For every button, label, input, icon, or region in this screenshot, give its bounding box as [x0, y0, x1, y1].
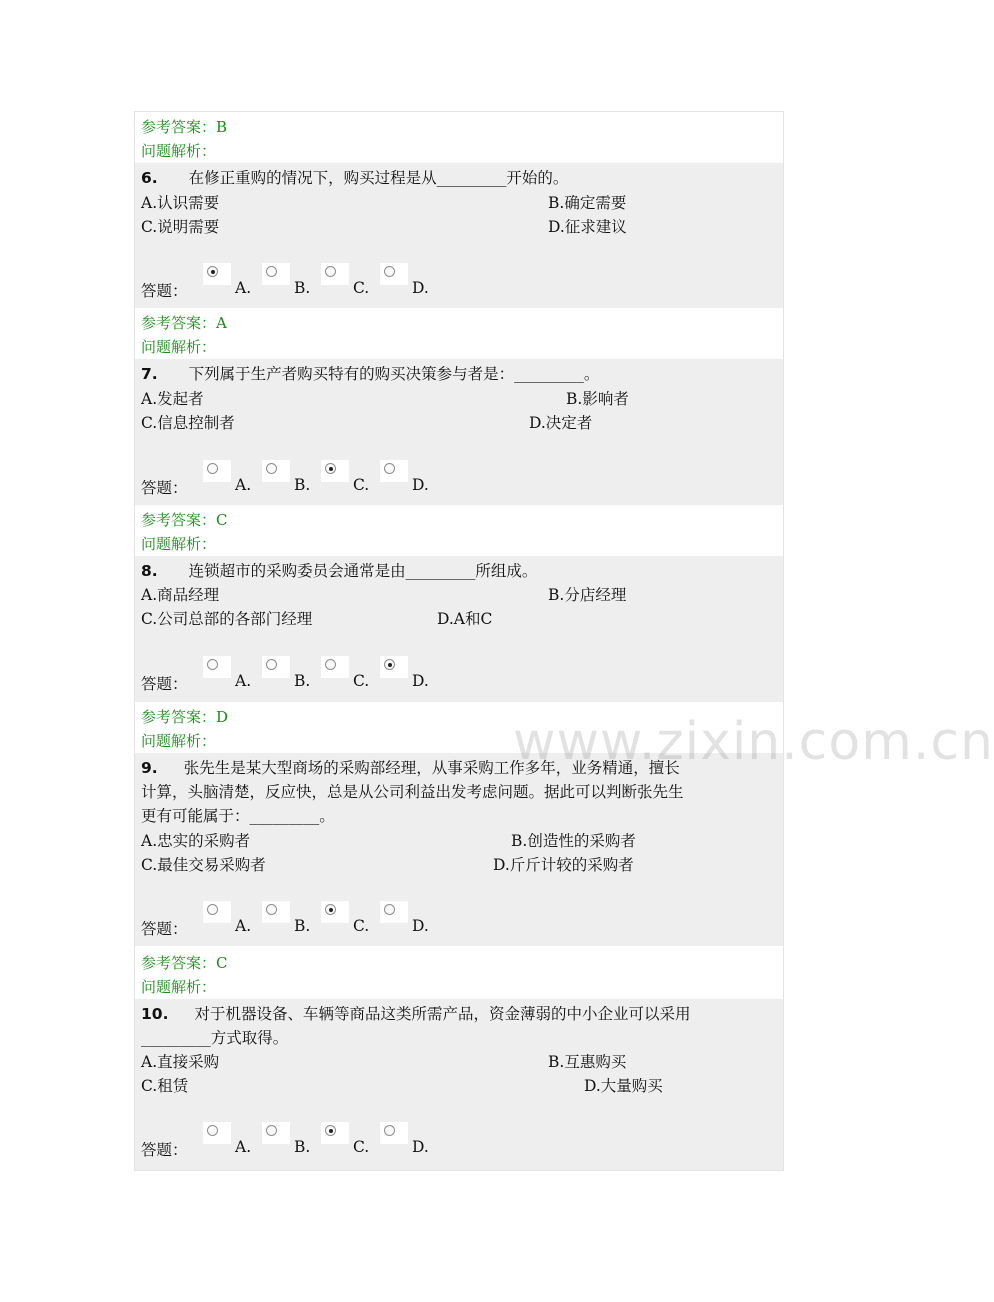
radio-letter-a-9: A.: [235, 917, 252, 935]
radio-letter-d-6: D.: [412, 279, 429, 297]
radio-letter-b-9: B.: [294, 917, 311, 935]
answer-label: 答题：: [141, 675, 188, 693]
radio-option-a-10[interactable]: [207, 1125, 218, 1136]
radio-box-b-10: [262, 1122, 290, 1144]
radio-letter-c-10: C.: [353, 1138, 370, 1156]
option-b-7: B.影响者: [566, 390, 629, 408]
reference-answer-8: 参考答案：D: [141, 708, 229, 726]
radio-box-a-6: [203, 263, 231, 285]
radio-letter-c-6: C.: [353, 279, 370, 297]
radio-box-c-10: [321, 1122, 349, 1144]
option-d-6: D.征求建议: [548, 218, 627, 236]
option-b-8: B.分店经理: [548, 586, 627, 604]
watermark: www.zixin.com.cn: [513, 712, 994, 772]
option-c-10: C.租赁: [141, 1077, 189, 1095]
question-stem-10: 10. 对于机器设备、车辆等商品这类所需产品，资金薄弱的中小企业可以采用 _________方式取得。: [141, 1005, 691, 1047]
radio-letter-a-6: A.: [235, 279, 252, 297]
option-b-6: B.确定需要: [548, 194, 627, 212]
radio-option-c-9[interactable]: [325, 904, 336, 915]
radio-letter-c-9: C.: [353, 917, 370, 935]
radio-box-a-10: [203, 1122, 231, 1144]
question-block-6: [135, 163, 783, 308]
radio-letter-d-10: D.: [412, 1138, 429, 1156]
radio-option-b-7[interactable]: [266, 463, 277, 474]
quiz-sheet: [134, 111, 994, 1171]
option-c-8: C.公司总部的各部门经理: [141, 610, 313, 628]
radio-letter-d-8: D.: [412, 672, 429, 690]
question-stem-9: 9. 张先生是某大型商场的采购部经理，从事采购工作多年，业务精通，擅长 计算，头脑清楚，反应快，总是从公司利益出发考虑问题。据此可以判断张先生 更有可能属于：_________。: [141, 759, 684, 825]
radio-letter-c-7: C.: [353, 476, 370, 494]
radio-option-b-8[interactable]: [266, 659, 277, 670]
answer-label: 答题：: [141, 282, 188, 300]
radio-box-c-9: [321, 901, 349, 923]
reference-answer-prev: 参考答案：B: [141, 118, 228, 136]
radio-option-d-8[interactable]: [384, 659, 395, 670]
radio-box-b-6: [262, 263, 290, 285]
question-stem-7: 7. 下列属于生产者购买特有的购买决策参与者是：_________。: [141, 365, 600, 383]
radio-option-c-8[interactable]: [325, 659, 336, 670]
option-d-10: D.大量购买: [584, 1077, 663, 1095]
question-block-7: [135, 359, 783, 505]
radio-letter-b-8: B.: [294, 672, 311, 690]
analysis-9: 问题解析：: [141, 978, 217, 996]
radio-option-a-7[interactable]: [207, 463, 218, 474]
radio-option-d-9[interactable]: [384, 904, 395, 915]
radio-option-a-8[interactable]: [207, 659, 218, 670]
question-number-10: 10.: [141, 1005, 169, 1023]
option-c-6: C.说明需要: [141, 218, 220, 236]
option-c-7: C.信息控制者: [141, 414, 235, 432]
option-a-10: A.直接采购: [141, 1053, 220, 1071]
radio-box-c-6: [321, 263, 349, 285]
radio-letter-b-7: B.: [294, 476, 311, 494]
radio-letter-b-10: B.: [294, 1138, 311, 1156]
question-stem-6: 6. 在修正重购的情况下，购买过程是从_________开始的。: [141, 169, 569, 187]
radio-letter-c-8: C.: [353, 672, 370, 690]
radio-option-c-7[interactable]: [325, 463, 336, 474]
reference-answer-6: 参考答案：A: [141, 314, 227, 332]
radio-option-b-10[interactable]: [266, 1125, 277, 1136]
radio-option-b-6[interactable]: [266, 266, 277, 277]
radio-box-d-10: [380, 1122, 408, 1144]
radio-box-d-8: [380, 656, 408, 678]
analysis-6: 问题解析：: [141, 338, 217, 356]
radio-option-a-9[interactable]: [207, 904, 218, 915]
answer-label: 答题：: [141, 479, 188, 497]
radio-letter-d-7: D.: [412, 476, 429, 494]
option-d-9: D.斤斤计较的采购者: [493, 856, 634, 874]
analysis-7: 问题解析：: [141, 535, 217, 553]
answer-label: 答题：: [141, 1141, 188, 1159]
option-b-9: B.创造性的采购者: [511, 832, 636, 850]
question-block-9: [135, 753, 783, 946]
question-number-7: 7.: [141, 365, 158, 383]
option-a-9: A.忠实的采购者: [141, 832, 251, 850]
answer-label: 答题：: [141, 920, 188, 938]
question-number-9: 9.: [141, 759, 158, 777]
radio-letter-a-7: A.: [235, 476, 252, 494]
analysis-8: 问题解析：: [141, 732, 217, 750]
radio-box-d-7: [380, 460, 408, 482]
radio-box-a-8: [203, 656, 231, 678]
radio-letter-b-6: B.: [294, 279, 311, 297]
question-number-6: 6.: [141, 169, 158, 187]
radio-box-d-9: [380, 901, 408, 923]
radio-box-a-9: [203, 901, 231, 923]
radio-box-a-7: [203, 460, 231, 482]
question-block-10: [135, 999, 783, 1170]
option-d-7: D.决定者: [529, 414, 593, 432]
question-stem-8: 8. 连锁超市的采购委员会通常是由_________所组成。: [141, 562, 538, 580]
radio-option-d-6[interactable]: [384, 266, 395, 277]
radio-option-b-9[interactable]: [266, 904, 277, 915]
radio-option-d-10[interactable]: [384, 1125, 395, 1136]
reference-answer-9: 参考答案：C: [141, 954, 228, 972]
option-a-8: A.商品经理: [141, 586, 220, 604]
radio-box-c-7: [321, 460, 349, 482]
analysis-prev: 问题解析：: [141, 142, 217, 160]
option-b-10: B.互惠购买: [548, 1053, 627, 1071]
reference-answer-7: 参考答案：C: [141, 511, 228, 529]
radio-box-c-8: [321, 656, 349, 678]
radio-letter-d-9: D.: [412, 917, 429, 935]
radio-box-b-9: [262, 901, 290, 923]
radio-box-b-7: [262, 460, 290, 482]
question-block-8: [135, 556, 783, 702]
radio-option-c-6[interactable]: [325, 266, 336, 277]
radio-letter-a-10: A.: [235, 1138, 252, 1156]
radio-option-d-7[interactable]: [384, 463, 395, 474]
radio-option-c-10[interactable]: [325, 1125, 336, 1136]
radio-option-a-6[interactable]: [207, 266, 218, 277]
option-d-8: D.A和C: [437, 610, 493, 628]
option-c-9: C.最佳交易采购者: [141, 856, 266, 874]
radio-box-b-8: [262, 656, 290, 678]
option-a-6: A.认识需要: [141, 194, 220, 212]
option-a-7: A.发起者: [141, 390, 204, 408]
question-number-8: 8.: [141, 562, 158, 580]
radio-letter-a-8: A.: [235, 672, 252, 690]
radio-box-d-6: [380, 263, 408, 285]
